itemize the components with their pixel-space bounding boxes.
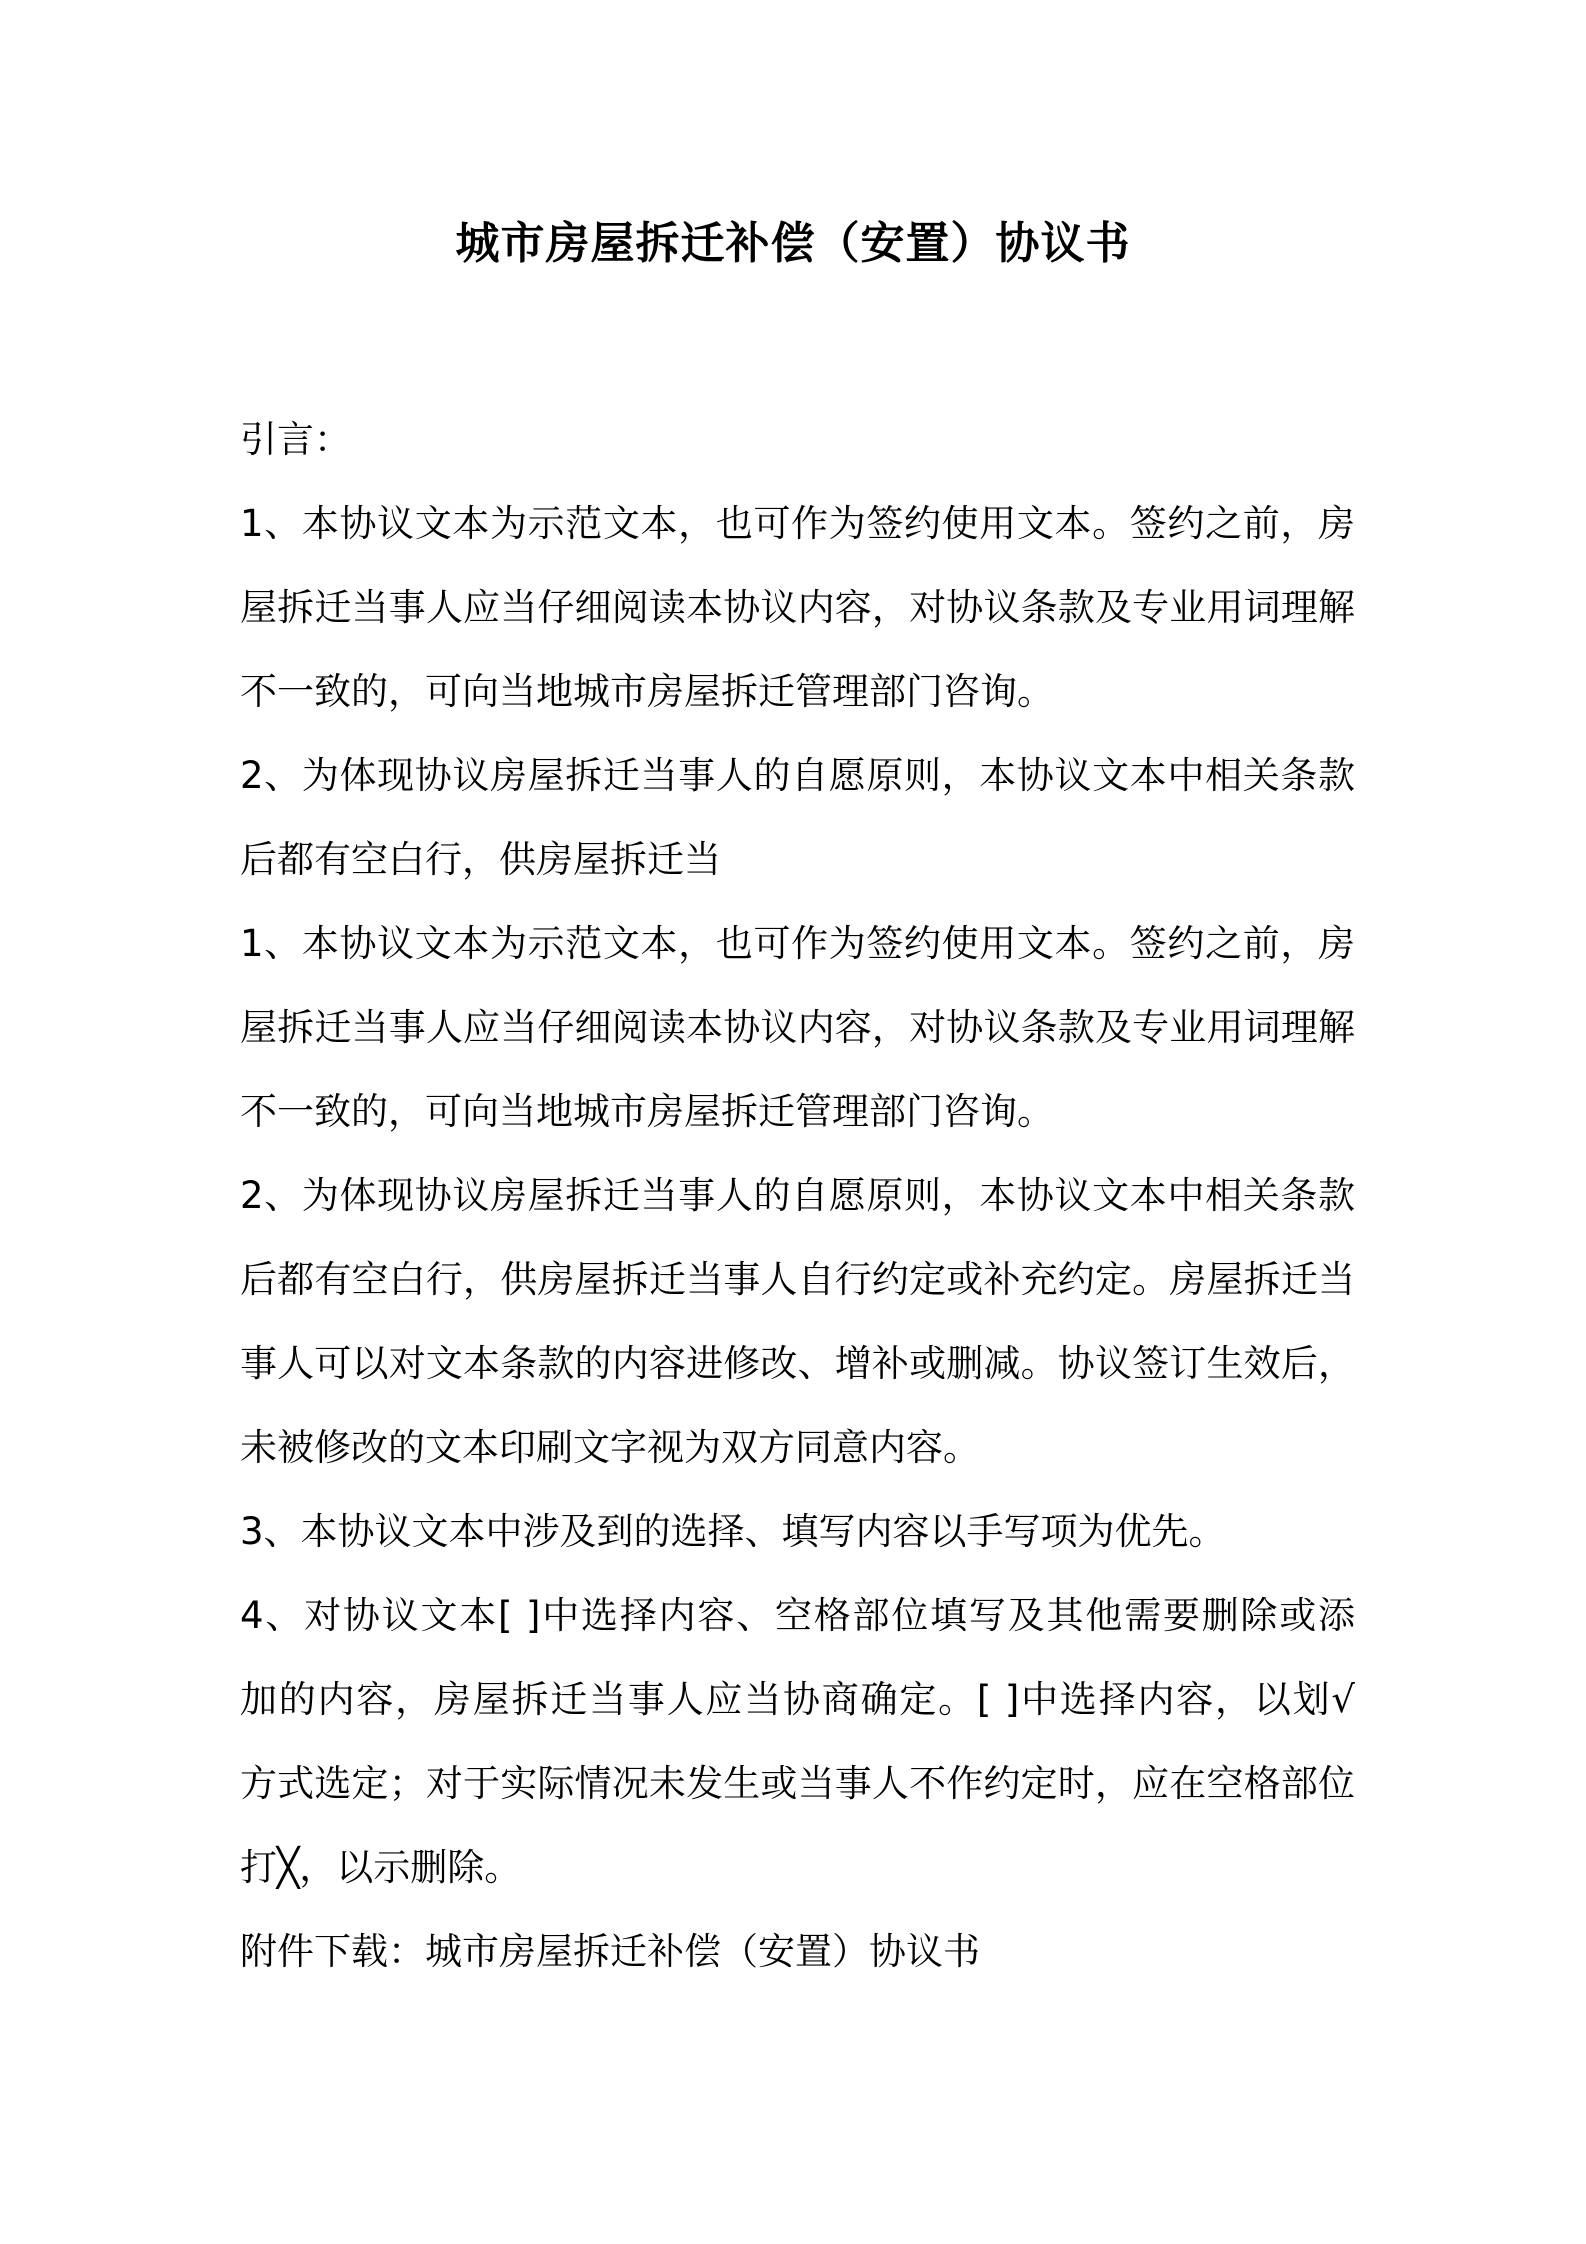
paragraph-line: 屋拆迁当事人应当仔细阅读本协议内容，对协议条款及专业用词理解 xyxy=(240,1006,1355,1049)
paragraph-line: 2、为体现协议房屋拆迁当事人的自愿原则，本协议文本中相关条款 xyxy=(240,754,1355,797)
paragraph-line: 2、为体现协议房屋拆迁当事人的自愿原则，本协议文本中相关条款 xyxy=(240,1174,1355,1217)
paragraph-line: 不一致的，可向当地城市房屋拆迁管理部门咨询。 xyxy=(240,670,1054,713)
paragraph-line: 1、本协议文本为示范文本，也可作为签约使用文本。签约之前，房 xyxy=(240,502,1355,545)
paragraph-line: 方式选定；对于实际情况未发生或当事人不作约定时，应在空格部位 xyxy=(240,1762,1355,1805)
document-title: 城市房屋拆迁补偿（安置）协议书 xyxy=(455,218,1131,269)
paragraph-line: 加的内容，房屋拆迁当事人应当协商确定。[ ]中选择内容，以划√ xyxy=(240,1678,1355,1721)
document-body xyxy=(240,398,1355,1994)
paragraph-line: 4、对协议文本[ ]中选择内容、空格部位填写及其他需要删除或添 xyxy=(240,1594,1355,1637)
attachment-download-line: 附件下载：城市房屋拆迁补偿（安置）协议书 xyxy=(240,1930,980,1973)
paragraph-line: 1、本协议文本为示范文本，也可作为签约使用文本。签约之前，房 xyxy=(240,922,1355,965)
paragraph-line: 未被修改的文本印刷文字视为双方同意内容。 xyxy=(240,1426,980,1469)
paragraph-line: 打╳，以示删除。 xyxy=(240,1846,522,1889)
preamble-heading: 引言： xyxy=(240,418,351,461)
paragraph-line: 后都有空白行，供房屋拆迁当事人自行约定或补充约定。房屋拆迁当 xyxy=(240,1258,1355,1301)
paragraph-line: 事人可以对文本条款的内容进修改、增补或删减。协议签订生效后， xyxy=(240,1342,1355,1385)
paragraph-line: 不一致的，可向当地城市房屋拆迁管理部门咨询。 xyxy=(240,1090,1054,1133)
paragraph-line: 屋拆迁当事人应当仔细阅读本协议内容，对协议条款及专业用词理解 xyxy=(240,586,1355,629)
paragraph-line: 后都有空白行，供房屋拆迁当 xyxy=(240,838,721,881)
paragraph-line: 3、本协议文本中涉及到的选择、填写内容以手写项为优先。 xyxy=(240,1510,1226,1553)
